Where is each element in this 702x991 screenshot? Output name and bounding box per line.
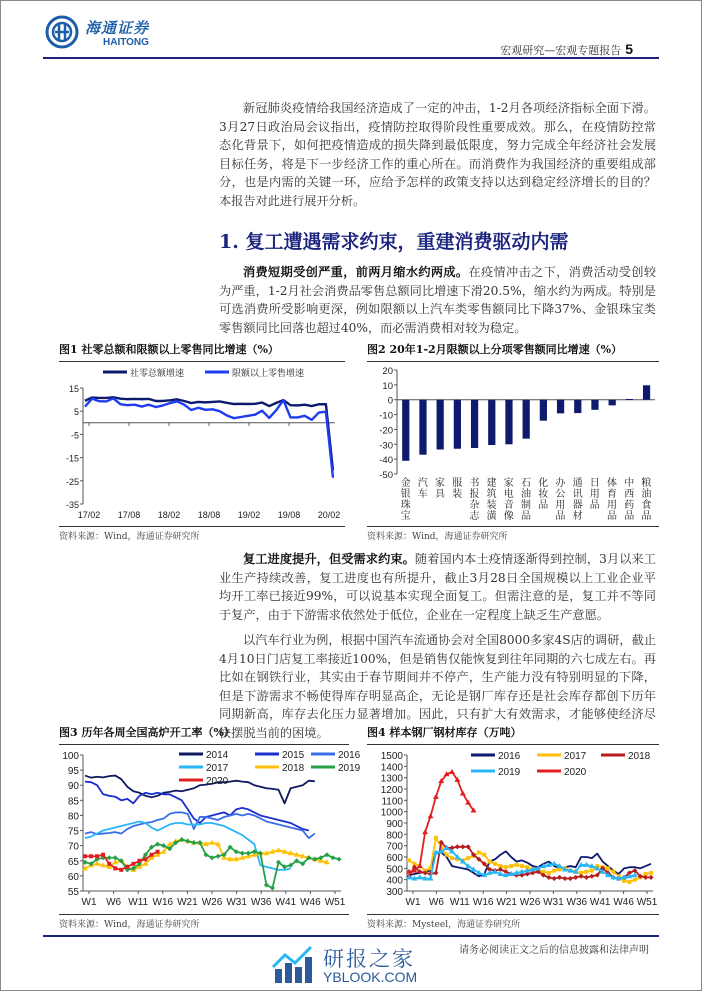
bar-石油制品	[523, 400, 530, 439]
legend-label: 2020	[206, 776, 229, 787]
data-point	[101, 853, 105, 857]
x-category-label: 品	[624, 511, 635, 522]
x-category-label: 品	[521, 511, 531, 522]
x-tick-label: W31	[543, 897, 564, 908]
x-tick-label: W36	[566, 897, 588, 908]
data-point	[466, 856, 470, 860]
data-point	[552, 876, 557, 881]
data-point	[552, 869, 556, 873]
x-category-label: 用	[607, 500, 617, 511]
legend-label: 2019	[498, 767, 521, 778]
legend-label: 2018	[282, 763, 305, 774]
x-category-label: 材	[572, 511, 583, 522]
x-tick-label: W16	[472, 897, 494, 908]
x-category-label: 宝	[400, 511, 411, 522]
watermark-english: YBLOOK.COM	[323, 969, 418, 985]
figure-2-chart	[367, 362, 659, 522]
y-tick-label: 1000	[380, 807, 403, 819]
figure-1-chart	[59, 362, 345, 522]
x-category-label: 药	[624, 500, 635, 511]
legend-label: 2020	[564, 767, 587, 778]
bar-办公用品	[557, 400, 564, 414]
x-tick-label: W26	[201, 897, 223, 908]
bar-通讯器材	[574, 400, 581, 413]
x-category-label: 像	[503, 511, 514, 522]
x-tick-label: W41	[589, 897, 611, 908]
figure-1-bottom-rule	[59, 526, 345, 527]
header-divider	[43, 57, 659, 59]
figure-4-chart	[367, 745, 659, 910]
y-tick-label: -20	[379, 425, 393, 437]
figure-4-bottom-rule	[367, 914, 659, 915]
bar-中西药品	[626, 399, 633, 400]
y-tick-label: 1500	[380, 751, 403, 762]
bar-粮油食品	[643, 385, 650, 399]
data-point	[633, 878, 637, 882]
data-point	[568, 876, 573, 881]
data-point	[150, 853, 154, 857]
series-line-社零总额增速	[85, 397, 333, 470]
figure-3-chart	[59, 745, 361, 910]
y-tick-label: -10	[379, 410, 393, 422]
figure-4	[367, 724, 659, 930]
page-number: 5	[625, 41, 633, 57]
data-point	[119, 868, 123, 872]
x-category-label: 办	[555, 478, 566, 489]
legend-label: 2017	[564, 751, 587, 762]
data-point	[449, 769, 455, 774]
x-tick-label: 20/02	[317, 510, 341, 520]
data-point	[125, 865, 129, 869]
data-point	[493, 862, 497, 866]
y-tick-label: 1100	[381, 796, 403, 808]
x-tick-label: W1	[405, 897, 421, 908]
paragraph-body: 随着国内本土疫情逐渐得到控制，3月以来工业生产持续改善，复工进度也有所提升，截止3月28日全国规模以上工业企业平均开工率已接近99%，可以说基本实现全面复工。但需注意的是，复工并不等同于复产，由于下游需求依然处于低位，企业在一定程度上缺乏生产意愿。	[219, 552, 656, 622]
y-tick-label: 10	[382, 380, 393, 392]
bar-汽车	[419, 400, 426, 455]
x-category-label: 化	[538, 478, 549, 489]
x-category-label: 志	[469, 511, 480, 522]
data-point	[209, 840, 215, 845]
x-tick-label: W46	[613, 897, 634, 908]
figure-3	[59, 724, 361, 930]
watermark	[271, 943, 471, 991]
data-point	[434, 836, 438, 840]
figure-3-title: 图3 历年各周全国高炉开工率（%）	[59, 726, 235, 739]
x-category-label: 品	[589, 500, 600, 511]
bar-建筑装潢	[488, 400, 495, 445]
y-tick-label: 800	[386, 830, 403, 842]
data-point	[336, 857, 341, 862]
x-category-label: 油	[641, 489, 652, 500]
data-point	[428, 813, 434, 818]
data-point	[606, 866, 610, 870]
data-point	[515, 863, 519, 867]
data-point	[131, 862, 135, 866]
data-point	[611, 870, 615, 874]
y-tick-label: 85	[67, 796, 79, 808]
data-point	[445, 853, 449, 857]
data-point	[589, 874, 594, 879]
bar-家具	[437, 400, 444, 450]
data-point	[547, 871, 551, 875]
x-category-label: 西	[624, 489, 635, 500]
bar-chart-logo-icon	[271, 945, 317, 985]
legend-label: 2019	[338, 763, 361, 774]
y-tick-label: 1300	[380, 773, 403, 785]
y-tick-label: -40	[379, 455, 393, 467]
y-tick-label: 75	[67, 826, 79, 838]
data-point	[89, 854, 93, 858]
x-category-label: 电	[503, 489, 514, 500]
x-category-label: 制	[521, 500, 531, 511]
y-tick-label: 400	[386, 875, 403, 887]
data-point	[562, 876, 567, 881]
figure-2-title: 图2 20年1-2月限额以上分项零售额同比增速（%）	[367, 343, 623, 356]
footer-divider	[43, 935, 659, 937]
legend-label: 2016	[498, 751, 521, 762]
y-tick-label: 20	[382, 366, 393, 377]
figure-2-bottom-rule	[367, 526, 659, 527]
x-category-label: 车	[417, 489, 428, 500]
legend-label: 2014	[206, 750, 229, 761]
bar-体育用品	[609, 400, 616, 406]
x-tick-label: 19/02	[237, 510, 261, 520]
logo-chinese: 海通证券	[85, 19, 150, 37]
x-tick-label: W26	[519, 897, 541, 908]
x-category-label: 品	[641, 511, 652, 522]
x-category-label: 家	[503, 478, 514, 489]
x-category-label: 公	[555, 489, 566, 500]
x-category-label: 用	[555, 500, 566, 511]
figure-3-bottom-rule	[59, 914, 349, 915]
x-category-label: 建	[486, 478, 497, 489]
x-tick-label: W6	[428, 897, 444, 908]
data-point	[113, 866, 117, 870]
data-point	[276, 847, 282, 852]
y-tick-label: -25	[65, 476, 79, 487]
x-tick-label: W11	[128, 897, 149, 908]
logo-english: HAITONG	[103, 37, 149, 48]
data-point	[83, 854, 87, 858]
x-category-label: 杂	[469, 500, 480, 511]
data-point	[590, 869, 594, 873]
x-tick-label: W46	[300, 897, 321, 908]
figure-2-source: 资料来源：Wind，海通证券研究所	[367, 532, 508, 542]
x-category-label: 家	[435, 478, 445, 489]
figure-4-title: 图4 样本钢厂钢材库存（万吨）	[367, 726, 522, 739]
data-point	[433, 794, 439, 799]
y-tick-label: 500	[386, 864, 403, 876]
y-tick-label: 900	[386, 819, 403, 830]
x-category-label: 食	[641, 500, 652, 511]
paragraph-body: 在疫情冲击之下，消费活动受创较为严重，1-2月社会消费品零售总额同比增速下滑20.5%，缩水约为两成。特别是可选消费所受影响更深，例如限额以上汽车类零售额同比下降37%、金银珠宝类零售额同比回落也超过40%，而必需消费相对较为稳定。	[219, 265, 657, 335]
x-tick-label: 17/08	[117, 510, 141, 520]
data-point	[649, 871, 653, 875]
report-header	[500, 41, 633, 58]
bar-金银珠宝	[402, 400, 409, 461]
x-category-label: 潢	[486, 511, 497, 522]
y-tick-label: 70	[67, 841, 79, 853]
x-tick-label: 17/02	[77, 510, 101, 520]
x-category-label: 讯	[572, 489, 583, 500]
y-tick-label: -30	[379, 440, 393, 452]
x-tick-label: W11	[449, 897, 470, 908]
x-category-label: 油	[521, 489, 531, 500]
legend-label: 2015	[282, 750, 305, 761]
figure-2	[367, 341, 659, 542]
consumption-paragraph	[219, 263, 656, 337]
x-category-label: 书	[469, 478, 480, 489]
data-point	[455, 844, 460, 849]
haitong-logo	[45, 15, 185, 51]
data-point	[477, 850, 481, 854]
data-point	[240, 851, 245, 856]
x-category-label: 中	[624, 478, 635, 489]
y-tick-label: -50	[379, 470, 393, 481]
data-point	[156, 850, 160, 854]
section-title: 1. 复工遭遇需求约束，重建消费驱动内需	[219, 231, 569, 253]
data-point	[460, 791, 466, 796]
y-tick-label: 5	[73, 407, 79, 418]
x-category-label: 汽	[417, 478, 428, 489]
series-line-2017	[409, 838, 651, 882]
x-category-label: 报	[469, 489, 480, 500]
bar-化妆品	[540, 400, 547, 421]
x-tick-label: 19/08	[277, 510, 301, 520]
bar-日用品	[591, 400, 598, 410]
data-point	[450, 856, 454, 860]
x-tick-label: W21	[177, 897, 198, 908]
data-point	[584, 875, 589, 880]
data-point	[573, 875, 578, 880]
figure-4-source: 资料来源：Mysteel，海通证券研究所	[367, 920, 521, 930]
x-tick-label: W41	[275, 897, 297, 908]
y-tick-label: 700	[386, 841, 403, 853]
data-point	[433, 870, 438, 875]
data-point	[504, 865, 508, 869]
figure-1	[59, 341, 345, 542]
data-point	[482, 853, 486, 857]
haitong-emblem-icon	[45, 15, 79, 49]
y-tick-label: 1400	[380, 762, 403, 774]
x-tick-label: W36	[250, 897, 272, 908]
x-tick-label: W51	[636, 897, 658, 908]
x-category-label: 用	[589, 489, 600, 500]
data-point	[143, 857, 147, 861]
x-category-label: 日	[589, 478, 600, 489]
legend-label: 社零总额增速	[130, 368, 185, 378]
legend-label: 2016	[338, 750, 361, 761]
x-tick-label: W51	[324, 897, 346, 908]
x-category-label: 器	[572, 500, 583, 511]
x-tick-label: W1	[81, 897, 97, 908]
x-category-label: 体	[607, 478, 617, 489]
x-category-label: 装	[452, 489, 463, 500]
series-line-限额以上零售增速	[85, 398, 333, 477]
legend-label: 2018	[628, 751, 651, 762]
y-tick-label: 1200	[380, 785, 403, 796]
data-point	[488, 860, 492, 864]
data-point	[648, 875, 653, 880]
bar-家电音像	[505, 400, 512, 445]
y-tick-label: 65	[67, 856, 79, 868]
auto-steel-paragraph: 以汽车行业为例，根据中国汽车流通协会对全国8000多家4S店的调研，截止4月10日门店复工率接近100%，但是销售仅能恢复到往年同期的六七成左右。再比如在钢铁行业，其实由于春节期间并不停产，生产能力没有特别明显的下降，但是下游需求不畅使得库存明显高企，无论是钢厂库存还是社会库存都创下历年同期新高，库存去化压力显著增加。因此，只有扩大有效需求，才能够使经济尽快摆脱当前的困境。	[219, 633, 656, 740]
disclaimer-note: 请务必阅读正文之后的信息披露和法律声明	[459, 945, 649, 956]
data-point	[216, 854, 221, 859]
x-category-label: 育	[607, 489, 617, 500]
y-tick-label: 80	[67, 811, 79, 823]
intro-paragraph: 新冠肺炎疫情给我国经济造成了一定的冲击，1-2月各项经济指标全面下滑。3月27日政治局会议指出，疫情防控取得阶段性重要成效。那么，在疫情防控常态化背景下，如何把疫情造成的损失降到最低限度，努力完成全年经济社会发展目标任务，将是下一步经济工作的重心所在。而消费作为我国经济的重要组成部分，也是内需的关键一环，应给予怎样的政策支持以达到稳定经济增长的目的？本报告对此进行展开分析。	[219, 101, 656, 208]
y-tick-label: 55	[67, 887, 79, 898]
data-point	[557, 875, 562, 880]
data-point	[546, 875, 551, 880]
y-tick-label: -15	[65, 453, 79, 464]
x-tick-label: W6	[106, 897, 122, 908]
data-point	[627, 880, 631, 884]
data-point	[417, 874, 423, 879]
y-tick-label: -5	[70, 430, 79, 441]
y-tick-label: 600	[386, 853, 403, 864]
x-category-label: 通	[572, 478, 583, 489]
y-tick-label: 60	[67, 871, 79, 883]
x-tick-label: W16	[152, 897, 174, 908]
bar-书报杂志	[471, 400, 478, 448]
data-point	[95, 854, 99, 858]
x-category-label: 金	[400, 478, 411, 489]
paragraph-lead: 消费短期受创严重，前两月缩水约两成。	[243, 265, 469, 279]
x-category-label: 具	[435, 489, 445, 500]
figure-1-title: 图1 社零总额和限额以上零售同比增速（%）	[59, 343, 279, 356]
figure-1-source: 资料来源：Wind，海通证券研究所	[59, 532, 200, 542]
legend-label: 限额以上零售增速	[232, 368, 305, 378]
data-point	[460, 844, 465, 849]
bar-服装	[454, 400, 461, 449]
data-point	[107, 862, 111, 866]
y-tick-label: 300	[386, 887, 403, 898]
series-line-2020	[409, 772, 474, 872]
report-type: 宏观研究—宏观专题报告	[500, 44, 622, 57]
x-category-label: 银	[400, 489, 411, 500]
x-category-label: 品	[538, 500, 549, 511]
x-category-label: 珠	[400, 500, 411, 511]
paragraph-lead: 复工进度提升，但受需求约束。	[243, 552, 415, 566]
x-category-label: 筑	[486, 489, 497, 500]
data-point	[520, 864, 524, 868]
x-category-label: 石	[521, 478, 531, 489]
y-tick-label: 0	[387, 395, 393, 407]
x-category-label: 服	[452, 478, 463, 489]
data-point	[407, 858, 411, 862]
data-point	[422, 829, 428, 834]
y-tick-label: 95	[67, 766, 79, 778]
x-tick-label: W21	[496, 897, 517, 908]
y-tick-label: -35	[65, 500, 79, 510]
x-category-label: 音	[503, 500, 514, 511]
y-tick-label: 15	[68, 384, 79, 394]
y-tick-label: 100	[62, 751, 79, 762]
legend-label: 2017	[206, 763, 229, 774]
resumption-paragraph	[219, 550, 656, 624]
x-category-label: 粮	[641, 478, 652, 489]
x-category-label: 妆	[538, 489, 549, 500]
x-tick-label: 18/08	[197, 510, 221, 520]
figure-3-source: 资料来源：Wind，海通证券研究所	[59, 920, 200, 930]
y-tick-label: 90	[67, 781, 79, 793]
watermark-chinese: 研报之家	[323, 947, 415, 971]
x-category-label: 品	[555, 511, 566, 522]
x-category-label: 品	[607, 511, 617, 522]
x-tick-label: W31	[226, 897, 247, 908]
x-tick-label: 18/02	[157, 510, 181, 520]
data-point	[584, 870, 588, 874]
data-point	[137, 859, 141, 863]
x-category-label: 装	[486, 500, 497, 511]
data-point	[509, 864, 513, 868]
